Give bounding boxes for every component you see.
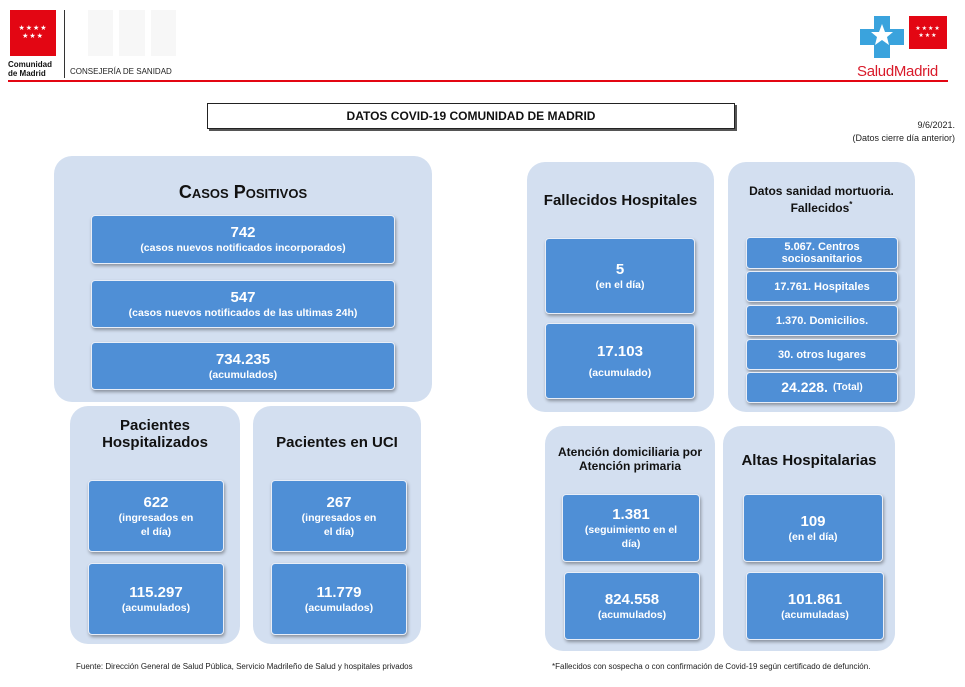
hospitalizados-dia-label1: (ingresados en	[118, 511, 194, 524]
hospitalizados-acumulados-label: (acumulados)	[121, 601, 191, 614]
mortuoria-title-line1: Datos sanidad mortuoria.	[749, 184, 894, 198]
altas-dia-box	[743, 494, 883, 562]
mortuoria-hospitales-label: 17.761. Hospitales	[774, 280, 870, 293]
mortuoria-title-line2	[728, 198, 915, 215]
flag-stars-bottom: ★★★	[22, 33, 44, 40]
footer-source: Fuente: Dirección General de Salud Pública, Servicio Madrileño de Salud y hospitales privados	[76, 662, 413, 671]
logo-line2: de Madrid	[8, 69, 46, 78]
page-title: DATOS COVID-19 COMUNIDAD DE MADRID	[207, 103, 735, 129]
fallecidos-dia-label: (en el día)	[595, 278, 645, 291]
altas-acumuladas-box	[746, 572, 884, 640]
mortuoria-total-box	[746, 372, 898, 403]
report-date-note: (Datos cierre día anterior)	[852, 133, 955, 143]
domiciliaria-dia-box	[562, 494, 700, 562]
hospitalizados-title	[70, 417, 240, 451]
casos-incorporados-label: (casos nuevos notificados incorporados)	[140, 242, 346, 254]
uci-acumulados-box	[271, 563, 407, 635]
hospitalizados-title-line2: Hospitalizados	[102, 434, 208, 451]
altas-dia-value: 109	[800, 512, 826, 530]
uci-dia-box	[271, 480, 407, 552]
casos-24h-value: 547	[230, 288, 256, 306]
domiciliaria-acumulados-box	[564, 572, 700, 640]
uci-title: Pacientes en UCI	[276, 434, 398, 451]
uci-dia-value: 267	[326, 493, 352, 511]
domiciliaria-title-line1: Atención domiciliaria por	[557, 445, 703, 459]
domiciliaria-title-line2: Atención primaria	[578, 459, 682, 473]
header-divider	[64, 10, 65, 78]
mortuoria-otros-label: 30. otros lugares	[777, 348, 867, 361]
altas-acumuladas-label: (acumuladas)	[781, 608, 849, 621]
mortuoria-total-value: 24.228.	[781, 379, 828, 395]
hospitalizados-title-line1: Pacientes	[119, 417, 191, 434]
salud-madrid-flag-icon	[909, 16, 947, 49]
casos-acumulados-label: (acumulados)	[208, 368, 278, 381]
altas-dia-label: (en el día)	[788, 530, 838, 543]
uci-acumulados-label: (acumulados)	[304, 601, 374, 614]
salud-madrid-cross-icon	[857, 14, 907, 60]
domiciliaria-dia-label1: (seguimiento en el	[584, 523, 678, 536]
hospitalizados-acumulados-value: 115.297	[129, 583, 183, 601]
uci-dia-label2: el día)	[323, 525, 355, 538]
domiciliaria-acumulados-value: 824.558	[604, 590, 660, 608]
fallecidos-acumulado-value: 17.103	[597, 342, 643, 360]
faint-watermark-logo	[88, 10, 176, 56]
salud-flag-stars-top: ★★★★	[915, 25, 941, 32]
hospitalizados-dia-label2: el día)	[140, 525, 172, 538]
report-date: 9/6/2021.	[917, 120, 955, 130]
domiciliaria-dia-value: 1.381	[612, 505, 650, 523]
fallecidos-title: Fallecidos Hospitales	[543, 192, 698, 209]
mortuoria-sociosanitarios-line1: 5.067. Centros	[784, 241, 860, 253]
mortuoria-title	[728, 184, 915, 215]
uci-acumulados-value: 11.779	[316, 583, 362, 601]
mortuoria-asterisk: *	[849, 200, 853, 209]
casos-nuevos-incorporados-box	[91, 215, 395, 264]
logo-line1: Comunidad	[8, 60, 52, 69]
mortuoria-sociosanitarios-line2: sociosanitarios	[781, 253, 863, 265]
header-red-line	[8, 80, 948, 82]
mortuoria-domicilios-label: 1.370. Domicilios.	[775, 314, 869, 327]
comunidad-madrid-wordmark	[8, 60, 52, 78]
mortuoria-otros-box	[746, 339, 898, 370]
fallecidos-acumulado-label: (acumulado)	[588, 366, 652, 379]
mortuoria-total-label: (Total)	[832, 381, 863, 393]
casos-acumulados-value: 734.235	[215, 350, 271, 368]
salud-madrid-logo-text: SaludMadrid	[857, 63, 938, 80]
domiciliaria-acumulados-label: (acumulados)	[597, 608, 667, 621]
fallecidos-acumulado-box	[545, 323, 695, 399]
hospitalizados-acumulados-box	[88, 563, 224, 635]
fallecidos-dia-value: 5	[615, 260, 625, 278]
footer-note: *Fallecidos con sospecha o con confirmación de Covid-19 según certificado de defunción.	[552, 662, 871, 671]
casos-incorporados-value: 742	[230, 224, 256, 241]
casos-positivos-title: Casos Positivos	[178, 182, 308, 202]
flag-stars-top: ★★★★	[18, 25, 48, 32]
altas-title: Altas Hospitalarias	[741, 452, 877, 469]
fallecidos-dia-box	[545, 238, 695, 314]
comunidad-madrid-flag-logo	[10, 10, 56, 56]
domiciliaria-dia-label2: día)	[621, 537, 641, 550]
domiciliaria-title	[545, 445, 715, 473]
uci-dia-label1: (ingresados en	[301, 511, 377, 524]
mortuoria-title-text: Fallecidos	[790, 201, 850, 215]
casos-acumulados-box	[91, 342, 395, 390]
salud-flag-stars-bottom: ★★★	[918, 32, 938, 39]
casos-24h-label: (casos nuevos notificados de las ultimas 24h)	[128, 306, 358, 319]
mortuoria-hospitales-box	[746, 271, 898, 302]
hospitalizados-dia-box	[88, 480, 224, 552]
altas-acumuladas-value: 101.861	[787, 590, 843, 608]
mortuoria-sociosanitarios-box	[746, 237, 898, 269]
mortuoria-domicilios-box	[746, 305, 898, 336]
hospitalizados-dia-value: 622	[143, 493, 169, 511]
department-name: CONSEJERÍA DE SANIDAD	[70, 67, 172, 76]
casos-nuevos-24h-box	[91, 280, 395, 328]
